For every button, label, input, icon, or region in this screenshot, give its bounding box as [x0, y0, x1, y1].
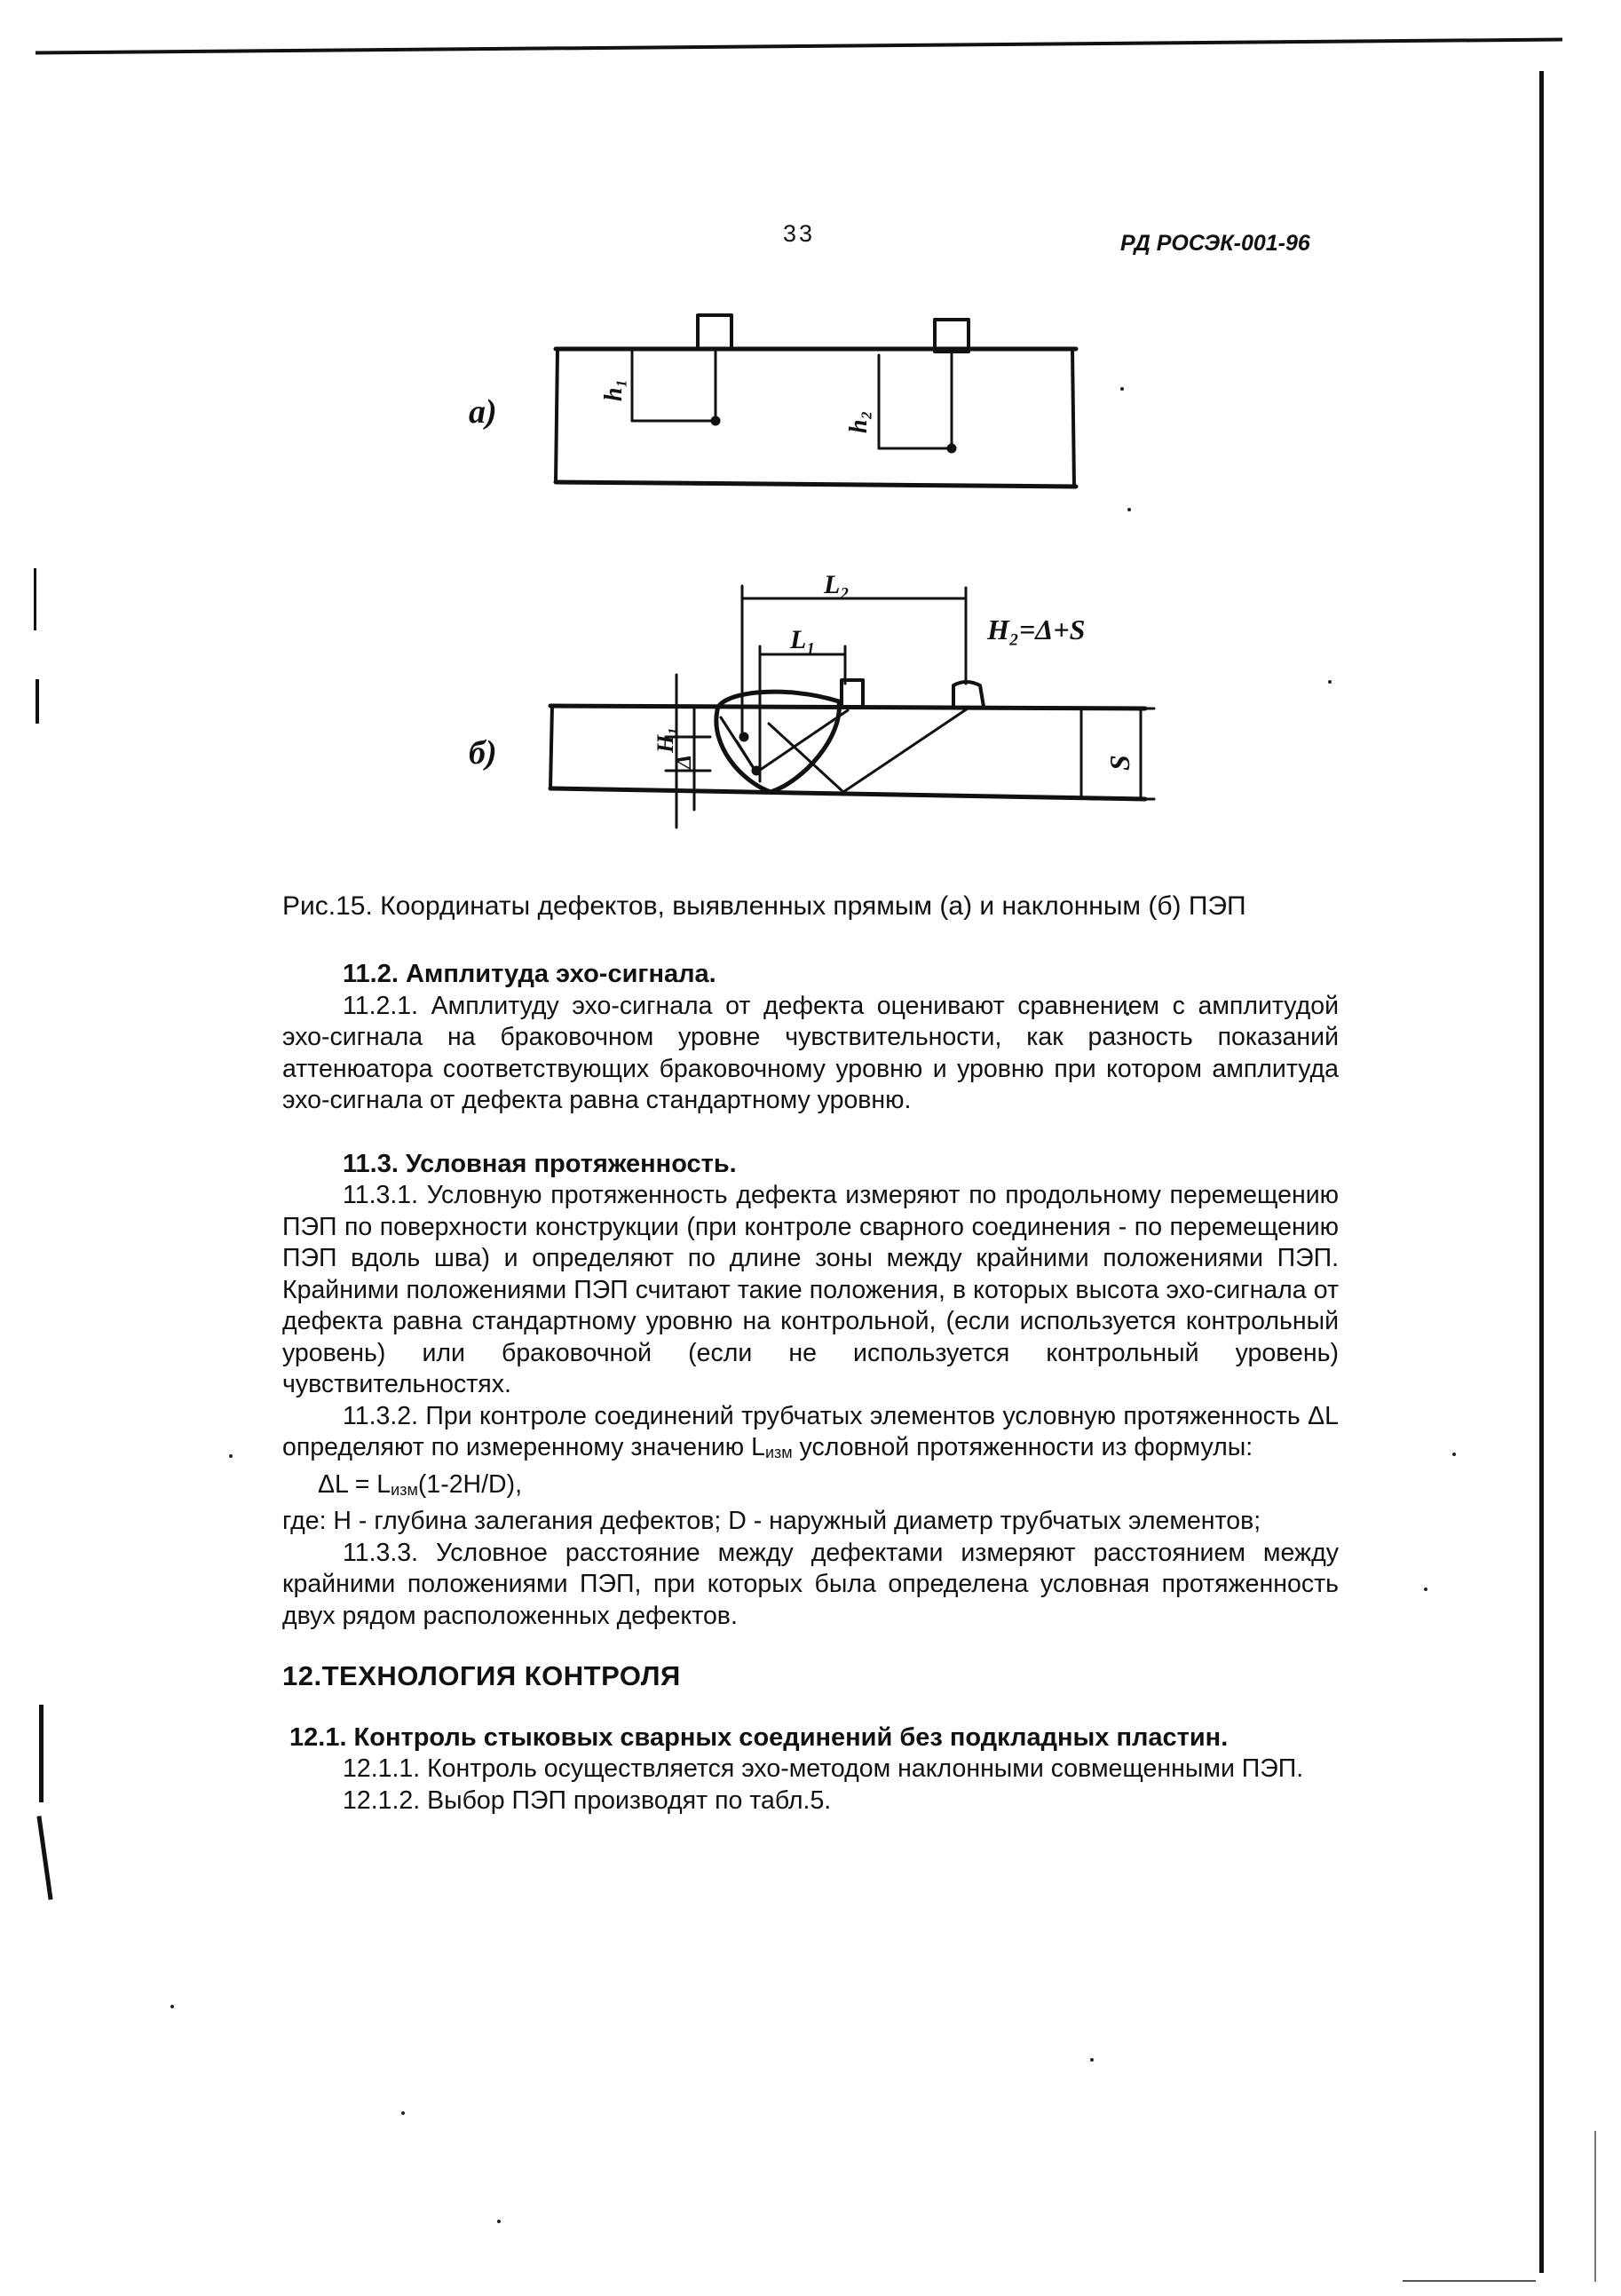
section-11-3-heading: 11.3. Условная протяженность. [343, 1149, 737, 1178]
paragraph-11-2-1: 11.2.1. Амплитуду эхо-сигнала от дефекта оценивают сравнением с амплитудой эхо-сигнала на браковочном уровне чувствительности, как разность показаний аттенюатора соответствующих браковочному уровню и уровню при котором амплитуда эхо-сигнала от дефекта равна стандартному уровню. [282, 991, 1339, 1114]
paragraph-11-3-3: 11.3.3. Условное расстояние между дефектами измеряют расстоянием между крайними положениями ПЭП, при которых была определена условная протяженность двух рядом расположенных дефектов. [282, 1538, 1339, 1630]
panel-a-label: а) [469, 393, 497, 431]
panel-a-diagram [556, 315, 1076, 487]
formula-subscript: изм [391, 1480, 418, 1499]
right-scan-mark [1594, 2131, 1596, 2282]
figure-15 [0, 0, 1621, 888]
body-text [282, 959, 1339, 1817]
formula-right: (1-2H/D), [417, 1469, 523, 1499]
formula-definitions: где: H - глубина залегания дефектов; D - наружный диаметр трубчатых элементов; [282, 1507, 1261, 1535]
left-scan-mark [39, 1705, 43, 1802]
scan-speck [1424, 1587, 1427, 1591]
section-11-2-heading: 11.2. Амплитуда эхо-сигнала. [343, 960, 716, 988]
s-label: S [1103, 755, 1135, 771]
h2-label: h₂ [845, 410, 873, 433]
formula-left: ΔL = L [318, 1469, 391, 1499]
l2-label: L₂ [824, 570, 850, 599]
scan-speck [401, 2111, 405, 2115]
l1-label: L₁ [790, 625, 816, 654]
paragraph-11-3-1: 11.3.1. Условную протяженность дефекта измеряют по продольному перемещению ПЭП по поверхности конструкции (при контроле сварного соединения - по перемещению ПЭП вдоль шва) и определяют по длине зоны между крайними положениями ПЭП. Крайними положениями ПЭП считают такие положения, в которых высота эхо-сигнала от дефекта равна стандартному уровню на контрольной, (если используется контрольный уровень) или браковочной (если не используется контрольный уровень) чувствительностях. [282, 1181, 1339, 1398]
paragraph-11-3-2-text: 11.3.2. При контроле соединений трубчатых элементов условную протяженность ΔL определяют по измеренному значению L [282, 1401, 1339, 1461]
page-number: 33 [783, 220, 816, 247]
delta-label: Δ [670, 754, 696, 769]
h1-label: h₁ [600, 378, 628, 401]
scan-speck [170, 2005, 174, 2008]
scan-speck [1090, 2058, 1094, 2062]
left-scan-mark [36, 1816, 52, 1900]
h2-formula-label: H₂=Δ+S [987, 614, 1086, 645]
scan-speck [497, 2220, 501, 2223]
l-measured-subscript: изм [764, 1444, 793, 1461]
paragraph-12-1-2: 12.1.2. Выбор ПЭП производят по табл.5. [343, 1785, 832, 1815]
figure-drawing [0, 0, 1621, 888]
bottom-scan-mark [1403, 2280, 1536, 2282]
delta-l-formula [282, 1469, 1339, 1507]
paragraph-12-1-1: 12.1.1. Контроль осуществляется эхо-методом наклонными совмещенными ПЭП. [343, 1754, 1304, 1783]
paragraph-11-3-2-tail: условной протяженности из формулы: [792, 1433, 1253, 1461]
scan-speck [1452, 1453, 1456, 1456]
scan-speck [229, 1454, 233, 1458]
document-code: РД РОСЭК-001-96 [1120, 231, 1310, 256]
section-12-1-heading: 12.1. Контроль стыковых сварных соединений без подкладных пластин. [289, 1722, 1229, 1752]
h-depth-label: H₁ [652, 726, 678, 753]
figure-caption: Рис.15. Координаты дефектов, выявленных прямым (а) и наклонным (б) ПЭП [282, 891, 1246, 921]
paragraph-11-3-2 [282, 1401, 1339, 1469]
panel-b-label: б) [469, 734, 497, 772]
section-12-title: 12.ТЕХНОЛОГИЯ КОНТРОЛЯ [282, 1660, 681, 1691]
